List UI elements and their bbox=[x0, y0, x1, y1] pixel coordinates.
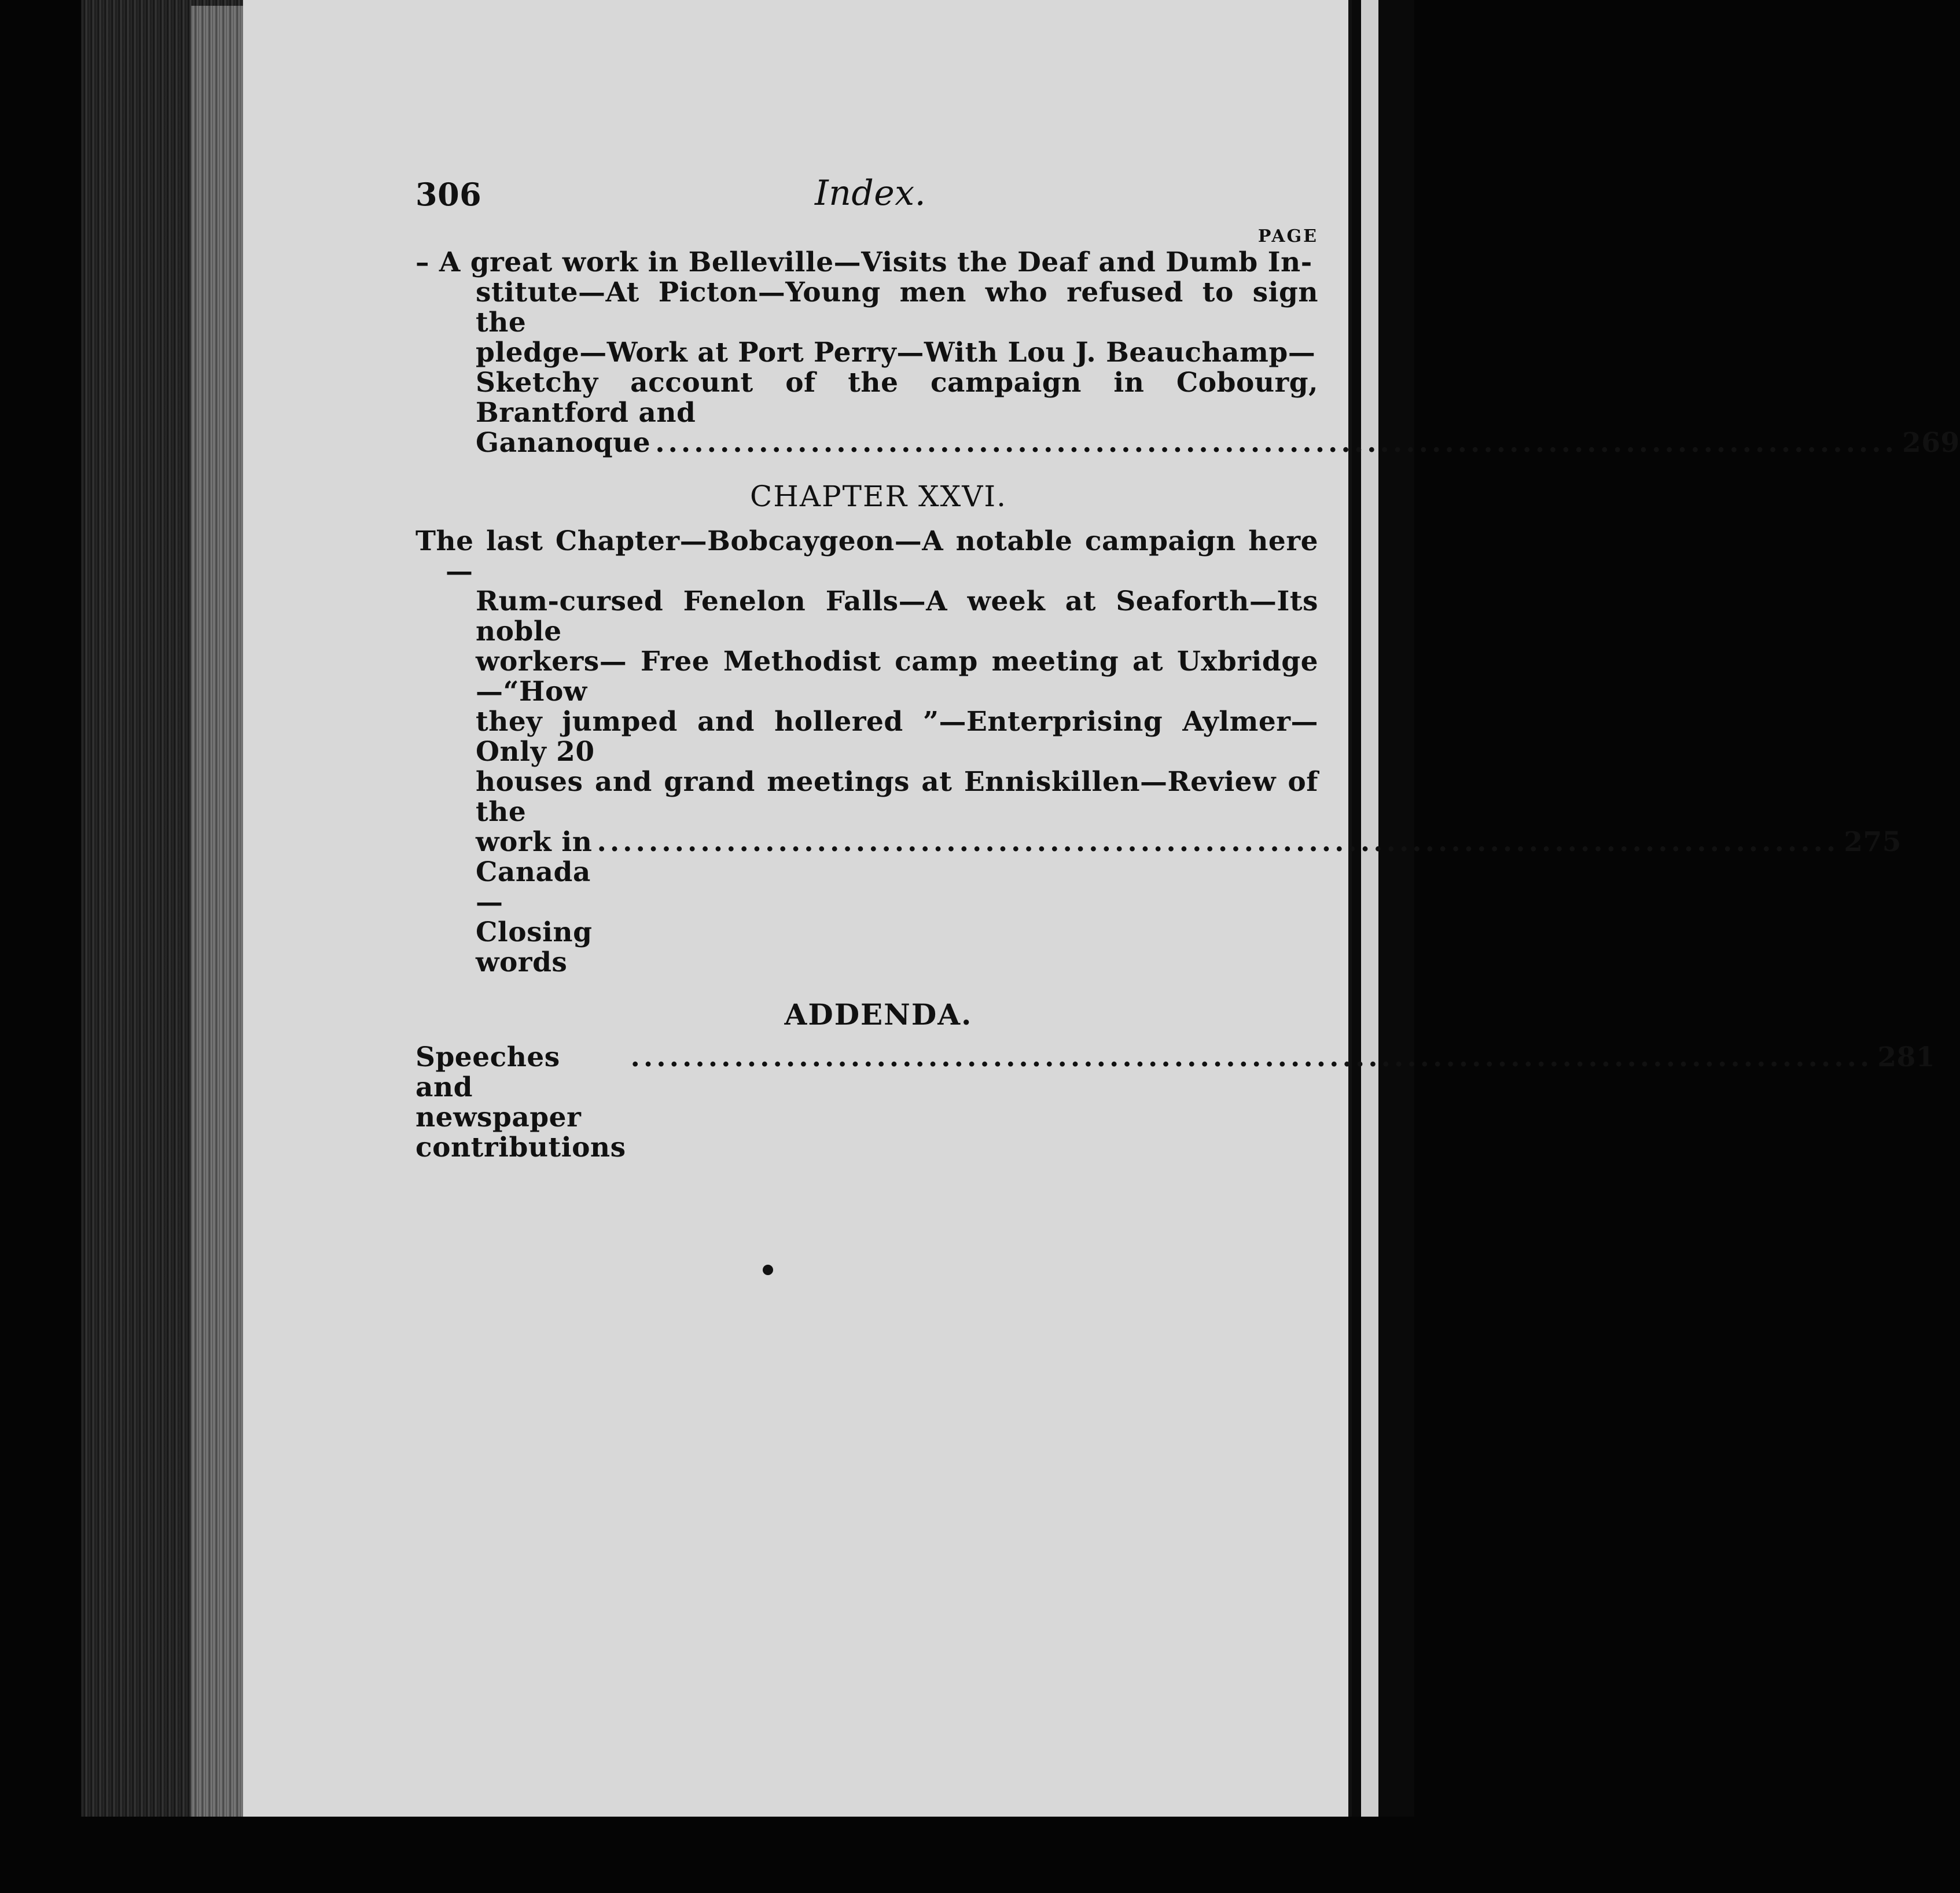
entry-last-line bbox=[446, 427, 1960, 459]
page-number: 306 bbox=[415, 176, 482, 213]
entry-line: – A great work in Belleville—Visits the Deaf and Dumb In- bbox=[415, 246, 1312, 278]
scan-border-bottom bbox=[0, 1817, 1414, 1893]
entry-line: they jumped and hollered ”—Enterprising Aylmer—Only 20 bbox=[476, 706, 1318, 768]
index-entry-continued bbox=[415, 246, 1960, 459]
entry-line: Sketchy account of the campaign in Cobourg, Brantford and bbox=[476, 367, 1318, 429]
running-head: Index. bbox=[815, 173, 926, 213]
page-column-label: PAGE bbox=[1257, 226, 1318, 246]
entry-line: pledge—Work at Port Perry—With Lou J. Beauchamp— bbox=[476, 337, 1316, 369]
entry-line: Gananoque bbox=[476, 427, 651, 459]
page-reference: 269 bbox=[1902, 427, 1960, 459]
entry-line: houses and grand meetings at Enniskillen—Review of the bbox=[476, 766, 1318, 828]
page-edges-highlight bbox=[191, 6, 249, 1817]
entry-line: Rum-cursed Fenelon Falls—A week at Seaforth—Its noble bbox=[476, 585, 1318, 647]
dot-leader: ................................................................................................ bbox=[630, 1041, 1873, 1073]
addenda-heading: ADDENDA. bbox=[784, 997, 973, 1032]
page-header bbox=[415, 174, 1318, 220]
chapter-heading: CHAPTER XXVI. bbox=[750, 480, 1007, 513]
facing-page-edge bbox=[1361, 0, 1378, 1851]
dot-leader: ................................................................................................ bbox=[597, 826, 1840, 858]
entry-line: The last Chapter—Bobcaygeon—A notable campaign here— bbox=[415, 525, 1318, 587]
entry-line: workers— Free Methodist camp meeting at Uxbridge—“How bbox=[476, 646, 1318, 708]
entry-line: work in Canada—Closing words bbox=[476, 826, 593, 978]
page-reference: 281 bbox=[1877, 1041, 1935, 1073]
index-entry-addenda bbox=[415, 1041, 1935, 1163]
entry-line: Speeches and newspaper contributions bbox=[415, 1041, 626, 1163]
entry-line: stitute—At Picton—Young men who refused to sign the bbox=[476, 277, 1318, 338]
index-entry-chapter bbox=[415, 525, 1902, 978]
page-reference: 275 bbox=[1844, 826, 1902, 858]
entry-last-line bbox=[446, 826, 1902, 978]
index-content bbox=[415, 173, 1960, 1163]
dot-leader: ................................................................................................ bbox=[655, 427, 1898, 459]
ink-speck bbox=[763, 1265, 773, 1275]
